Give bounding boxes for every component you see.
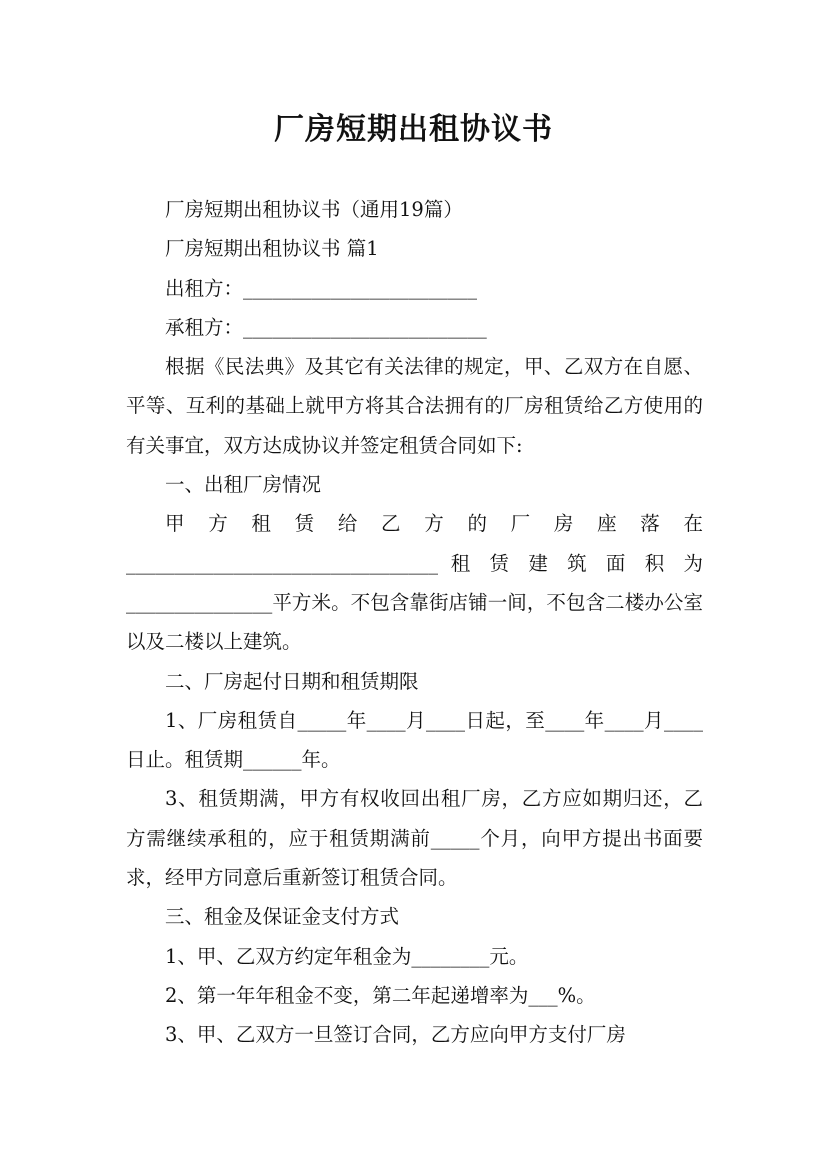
- paragraph-annual-rent: 1、甲、乙双方约定年租金为________元。: [165, 944, 529, 968]
- paragraph-area-detail: _______________平方米。不包含靠街店铺一间，不包含二楼办公室以及二楼以上建筑。: [126, 590, 703, 654]
- paragraph-lease-expiry: 3、租赁期满，甲方有权收回出租厂房，乙方应如期归还，乙方需继续承租的，应于租赁期满前_____个月，向甲方提出书面要求，经甲方同意后重新签订租赁合同。: [126, 787, 703, 890]
- paragraph-section-1-heading: 一、出租厂房情况: [165, 473, 322, 497]
- paragraph-location-line: 甲方租赁给乙方的厂房座落在: [165, 512, 703, 536]
- paragraph-lessee-field: 承租方：_________________________: [165, 315, 487, 339]
- paragraph-subtitle: 厂房短期出租协议书（通用19篇）: [165, 198, 463, 221]
- paragraph-preamble: 根据《民法典》及其它有关法律的规定，甲、乙双方在自愿、平等、互利的基础上就甲方将其合法拥有的厂房租赁给乙方使用的有关事宜，双方达成协议并签定租赁合同如下:: [126, 355, 703, 457]
- paragraph-area-line: ________________________________ 租 赁 建 筑 面 积 为: [126, 551, 703, 575]
- paragraph-chapter-heading: 厂房短期出租协议书 篇1: [165, 237, 379, 261]
- paragraph-rent-increase: 2、第一年年租金不变，第二年起递增率为___%。: [165, 983, 596, 1007]
- document-title: 厂房短期出租协议书: [274, 112, 553, 147]
- paragraph-section-2-heading: 二、厂房起付日期和租赁期限: [165, 669, 419, 693]
- document-body: [126, 190, 703, 1055]
- paragraph-payment: 3、甲、乙双方一旦签订合同，乙方应向甲方支付厂房: [165, 1023, 626, 1047]
- paragraph-lessor-field: 出租方：________________________: [165, 276, 478, 300]
- paragraph-section-3-heading: 三、租金及保证金支付方式: [165, 905, 400, 929]
- paragraph-lease-term: 1、厂房租赁自_____年____月____日起，至____年____月____日止。租赁期______年。: [126, 708, 703, 772]
